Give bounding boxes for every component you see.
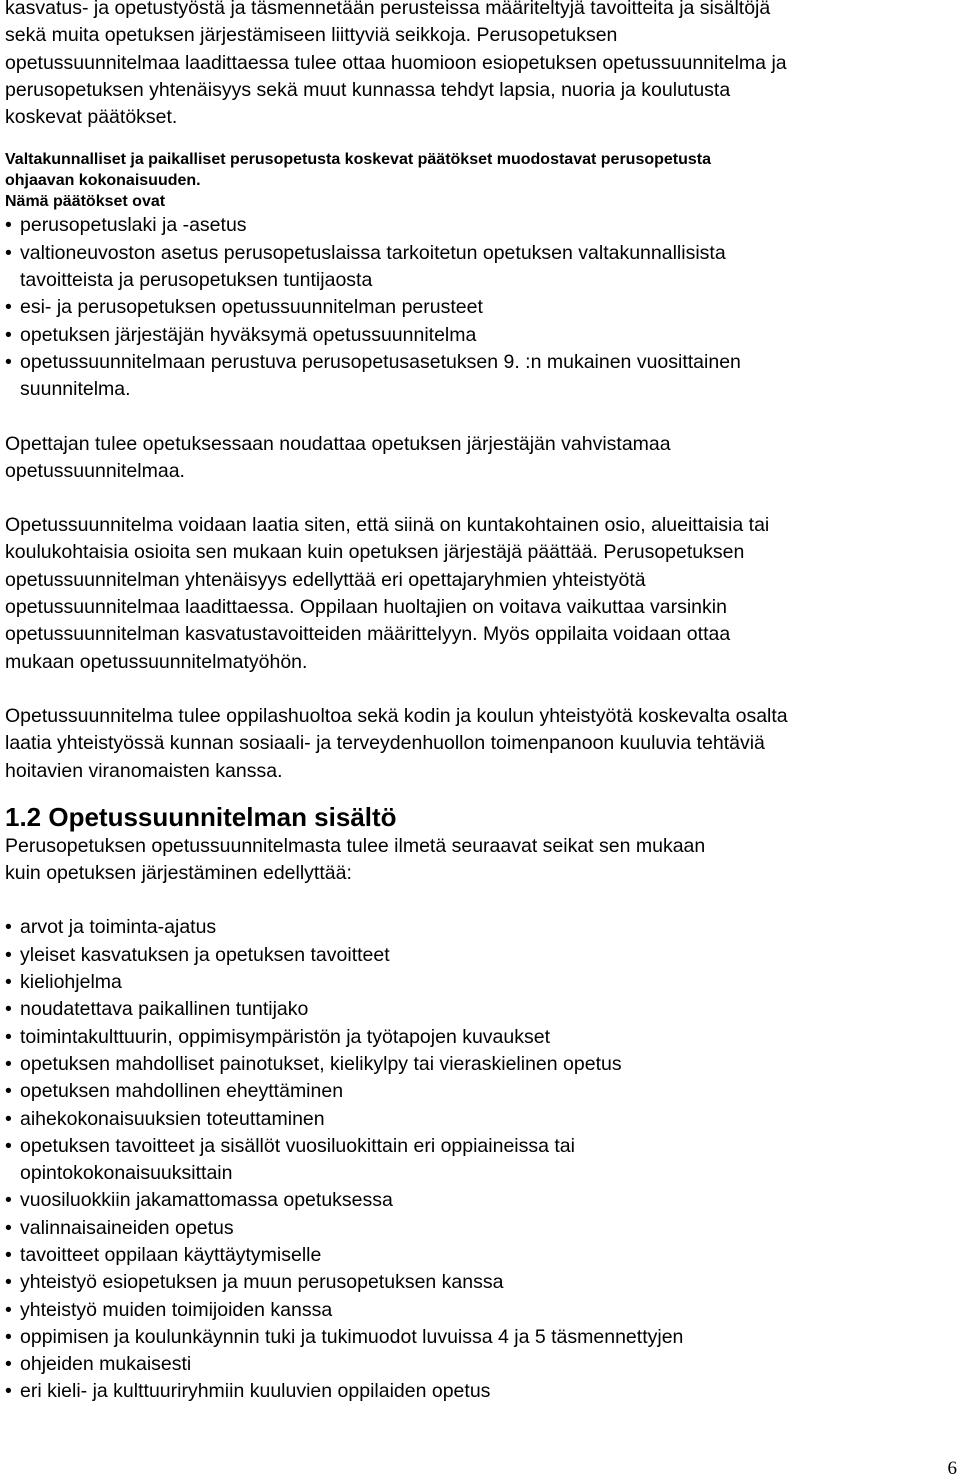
bullet-icon: •	[5, 1107, 12, 1130]
bullet-icon: •	[5, 1134, 12, 1157]
list-item-text: oppimisen ja koulunkäynnin tuki ja tukimuodot luvuissa 4 ja 5 täsmennettyjen	[20, 1325, 684, 1348]
list-item	[5, 240, 955, 295]
text-line: Opettajan tulee opetuksessaan noudattaa opetuksen järjestäjän vahvistamaa	[5, 432, 671, 455]
bullet-icon: •	[5, 998, 12, 1021]
text-line: opetussuunnitelman kasvatustavoitteiden määrittelyyn. Myös oppilaita voidaan ottaa	[5, 623, 731, 646]
bullet-icon: •	[5, 1052, 12, 1075]
list-item-text: valinnaisaineiden opetus	[20, 1216, 234, 1239]
bullet-icon: •	[5, 323, 12, 346]
list-item	[5, 996, 955, 1023]
bullet-icon: •	[5, 1025, 12, 1048]
text-line: opetussuunnitelmaa laadittaessa. Oppilaan huoltajien on voitava vaikuttaa varsinkin	[5, 596, 727, 619]
list-item-text: kieliohjelma	[20, 971, 122, 994]
text-line: opetussuunnitelmaa laadittaessa tulee ottaa huomioon esiopetuksen opetussuunnitelma ja	[5, 51, 787, 74]
bullet-icon: •	[5, 1189, 12, 1212]
list-item	[5, 1242, 955, 1269]
list-item-text: opetuksen tavoitteet ja sisällöt vuosiluokittain eri oppiaineissa tai	[20, 1134, 575, 1157]
text-line: laatia yhteistyössä kunnan sosiaali- ja terveydenhuollon toimenpanoon kuuluvia tehtäviä	[5, 732, 765, 755]
text-line: Opetussuunnitelma voidaan laatia siten, että siinä on kuntakohtainen osio, alueittaisia tai	[5, 514, 770, 537]
list-item	[5, 942, 955, 969]
text-line: opetussuunnitelman yhtenäisyys edellyttää eri opettajaryhmien yhteistyötä	[5, 568, 646, 591]
list-item	[5, 1187, 955, 1214]
bullet-icon: •	[5, 971, 12, 994]
text-line: opetussuunnitelmaa.	[5, 459, 185, 482]
list-item-text: tavoitteista ja perusopetuksen tuntijaosta	[20, 269, 373, 292]
bullet-icon: •	[5, 1271, 12, 1294]
list-item-text: toimintakulttuurin, oppimisympäristön ja työtapojen kuvaukset	[20, 1025, 551, 1048]
bullet-icon: •	[5, 1380, 12, 1403]
list-item	[5, 969, 955, 996]
list-item	[5, 1269, 955, 1296]
text-line: kuin opetuksen järjestäminen edellyttää:	[5, 862, 352, 885]
list-item-text: opetuksen järjestäjän hyväksymä opetussuunnitelma	[20, 323, 477, 346]
list-item-text: valtioneuvoston asetus perusopetuslaissa tarkoitetun opetuksen valtakunnallisista	[20, 241, 726, 264]
text-line: Opetussuunnitelma tulee oppilashuoltoa sekä kodin ja koulun yhteistyötä koskevalta osalta	[5, 704, 788, 727]
bullet-icon: •	[5, 1353, 12, 1376]
document-page	[5, 0, 955, 1406]
cooperation-paragraph	[5, 703, 955, 785]
text-line: sekä muita opetuksen järjestämiseen liittyviä seikkoja. Perusopetuksen	[5, 24, 618, 47]
intro-paragraph	[5, 0, 955, 131]
bullet-icon: •	[5, 1216, 12, 1239]
list-item	[5, 1297, 955, 1324]
bullet-icon: •	[5, 1325, 12, 1348]
list-item	[5, 1051, 955, 1078]
teacher-paragraph	[5, 431, 955, 486]
list-item	[5, 322, 955, 349]
list-item	[5, 914, 955, 941]
text-line: Perusopetuksen opetussuunnitelmasta tulee ilmetä seuraavat seikat sen mukaan	[5, 834, 706, 857]
list-item-text: esi- ja perusopetuksen opetussuunnitelman perusteet	[20, 296, 483, 319]
list-item	[5, 1078, 955, 1105]
list-item-text: perusopetuslaki ja -asetus	[20, 214, 247, 237]
list-item	[5, 1324, 955, 1351]
list-item-text: opetuksen mahdolliset painotukset, kielikylpy tai vieraskielinen opetus	[20, 1052, 622, 1075]
bullet-icon: •	[5, 350, 12, 373]
list-item-text: arvot ja toiminta-ajatus	[20, 916, 217, 939]
contents-list	[5, 914, 955, 1405]
list-item	[5, 294, 955, 321]
text-line: perusopetuksen yhtenäisyys sekä muut kunnassa tehdyt lapsia, nuoria ja koulutusta	[5, 78, 731, 101]
text-line: koskevat päätökset.	[5, 106, 178, 129]
bullet-icon: •	[5, 943, 12, 966]
list-item-text: vuosiluokkiin jakamattomassa opetuksessa	[20, 1189, 393, 1212]
list-item-text: opetuksen mahdollinen eheyttäminen	[20, 1080, 344, 1103]
decisions-intro	[5, 149, 955, 212]
list-item	[5, 1106, 955, 1133]
list-item-text: yhteistyö muiden toimijoiden kanssa	[20, 1298, 333, 1321]
bold-text-line: Valtakunnalliset ja paikalliset perusopetusta koskevat päätökset muodostavat perusopetusta	[5, 151, 712, 169]
list-item	[5, 1378, 955, 1405]
bold-text-line: Nämä päätökset ovat	[5, 193, 166, 211]
list-item	[5, 349, 955, 404]
list-item	[5, 1351, 955, 1378]
section-intro	[5, 833, 955, 888]
bullet-icon: •	[5, 214, 12, 237]
list-item-text: yhteistyö esiopetuksen ja muun perusopetuksen kanssa	[20, 1271, 504, 1294]
bullet-icon: •	[5, 241, 12, 264]
text-line: mukaan opetussuunnitelmatyöhön.	[5, 650, 308, 673]
bold-text-line: ohjaavan kokonaisuuden.	[5, 172, 201, 190]
bullet-icon: •	[5, 1080, 12, 1103]
list-item-text: noudatettava paikallinen tuntijako	[20, 998, 309, 1021]
curriculum-paragraph	[5, 512, 955, 676]
bullet-icon: •	[5, 1243, 12, 1266]
bullet-icon: •	[5, 296, 12, 319]
text-line: hoitavien viranomaisten kanssa.	[5, 759, 283, 782]
list-item-text: opetussuunnitelmaan perustuva perusopetusasetuksen 9. :n mukainen vuosittainen	[20, 350, 741, 373]
decisions-list	[5, 212, 955, 403]
text-line: koulukohtaisia osioita sen mukaan kuin opetuksen järjestäjä päättää. Perusopetuksen	[5, 541, 745, 564]
bullet-icon: •	[5, 916, 12, 939]
list-item-text: opintokokonaisuuksittain	[20, 1162, 233, 1185]
list-item-text: ohjeiden mukaisesti	[20, 1353, 192, 1376]
list-item	[5, 212, 955, 239]
list-item-text: suunnitelma.	[20, 378, 131, 401]
list-item-text: yleiset kasvatuksen ja opetuksen tavoitteet	[20, 943, 390, 966]
list-item	[5, 1133, 955, 1188]
bullet-icon: •	[5, 1298, 12, 1321]
list-item-text: aihekokonaisuuksien toteuttaminen	[20, 1107, 325, 1130]
list-item	[5, 1024, 955, 1051]
list-item	[5, 1215, 955, 1242]
text-line: kasvatus- ja opetustyöstä ja täsmennetään perusteissa määriteltyjä tavoitteita ja sisältöjä	[5, 0, 771, 19]
list-item-text: tavoitteet oppilaan käyttäytymiselle	[20, 1243, 322, 1266]
page-number: 6	[947, 1458, 957, 1479]
list-item-text: eri kieli- ja kulttuuriryhmiin kuuluvien oppilaiden opetus	[20, 1380, 491, 1403]
section-heading: 1.2 Opetussuunnitelman sisältö	[5, 801, 397, 832]
